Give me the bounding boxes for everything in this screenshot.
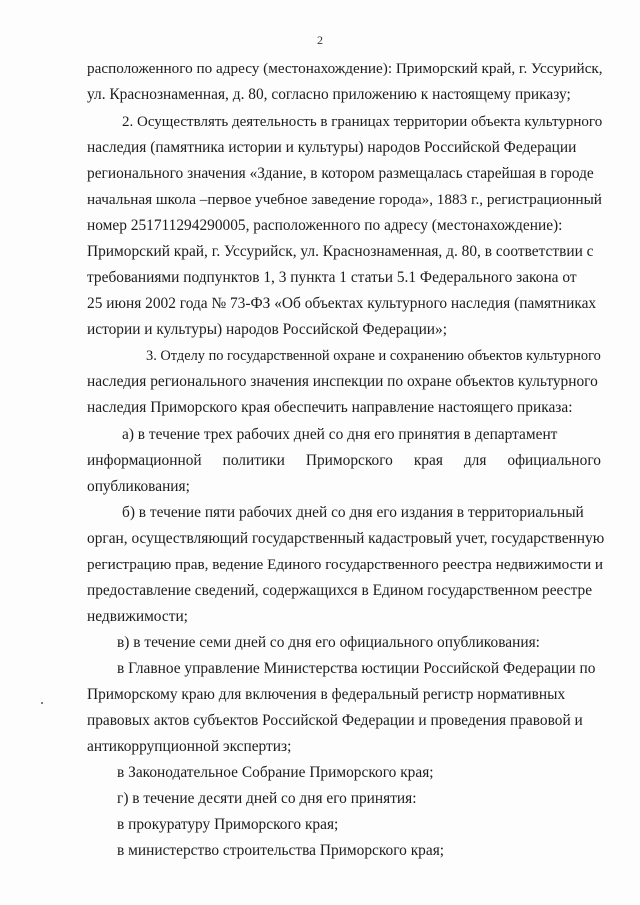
text-line: орган, осуществляющий государственный кадастровый учет, государственную [87, 530, 605, 547]
text-line: истории и культуры) народов Российской Федерации»; [87, 321, 448, 338]
text-line: 2. Осуществлять деятельность в границах территории объекта культурного [122, 114, 603, 130]
text-line: расположенного по адресу (местонахождение): Приморский край, г. Уссурийск, [87, 60, 603, 77]
text-line: регионального значения «Здание, в котором размещалась старейшая в городе [87, 165, 594, 182]
text-line: опубликования; [87, 478, 190, 495]
text-line: наследия (памятника истории и культуры) народов Российской Федерации [87, 139, 577, 156]
text-line: г) в течение десяти дней со дня его принятия: [117, 790, 417, 807]
word: информационной [87, 452, 202, 469]
text-line: номер 251711294290005, расположенного по адресу (местонахождение): [87, 217, 563, 234]
text-line: в Законодательное Собрание Приморского края; [117, 764, 434, 781]
scan-speck [41, 702, 43, 704]
text-line: ул. Краснознаменная, д. 80, согласно приложению к настоящему приказу; [87, 86, 571, 103]
text-line: требованиями подпунктов 1, 3 пункта 1 статьи 5.1 Федерального закона от [87, 269, 577, 286]
text-line: а) в течение трех рабочих дней со дня его принятия в департамент [122, 426, 558, 443]
text-line: наследия регионального значения инспекции по охране объектов культурного [87, 373, 598, 390]
text-line: в министерство строительства Приморского края; [117, 842, 445, 859]
page-number: 2 [317, 33, 323, 47]
text-line: Приморский край, г. Уссурийск, ул. Краснознаменная, д. 80, в соответствии с [87, 243, 594, 260]
text-line: начальная школа –первое учебное заведение города», 1883 г., регистрационный [87, 191, 602, 208]
text-line: правовых актов субъектов Российской Федерации и проведения правовой и [87, 712, 583, 729]
text-line: в Главное управление Министерства юстиции Российской Федерации по [117, 660, 596, 677]
text-line: антикоррупционной экспертиз; [87, 738, 292, 755]
word: политики [222, 452, 285, 469]
text-line: в прокуратуру Приморского края; [117, 816, 339, 833]
word: Приморского [305, 452, 393, 469]
text-line: 25 июня 2002 года № 73-ФЗ «Об объектах культурного наследия (памятниках [87, 295, 597, 312]
text-line: регистрацию прав, ведение Единого государственного реестра недвижимости и [87, 556, 604, 573]
word: для [463, 452, 487, 469]
text-line: недвижимости; [87, 608, 188, 625]
text-line: 3. Отделу по государственной охране и сохранению объектов культурного [146, 348, 601, 364]
text-line: б) в течение пяти рабочих дней со дня его издания в территориальный [122, 504, 584, 521]
word: официального [507, 452, 601, 469]
word: края [413, 452, 443, 469]
text-line-justified [87, 452, 601, 470]
text-line: в) в течение семи дней со дня его официального опубликования: [117, 634, 540, 651]
text-line: наследия Приморского края обеспечить направление настоящего приказа: [87, 399, 573, 416]
text-line: предоставление сведений, содержащихся в Едином государственном реестре [87, 582, 593, 599]
text-line: Приморскому краю для включения в федеральный регистр нормативных [87, 686, 566, 703]
